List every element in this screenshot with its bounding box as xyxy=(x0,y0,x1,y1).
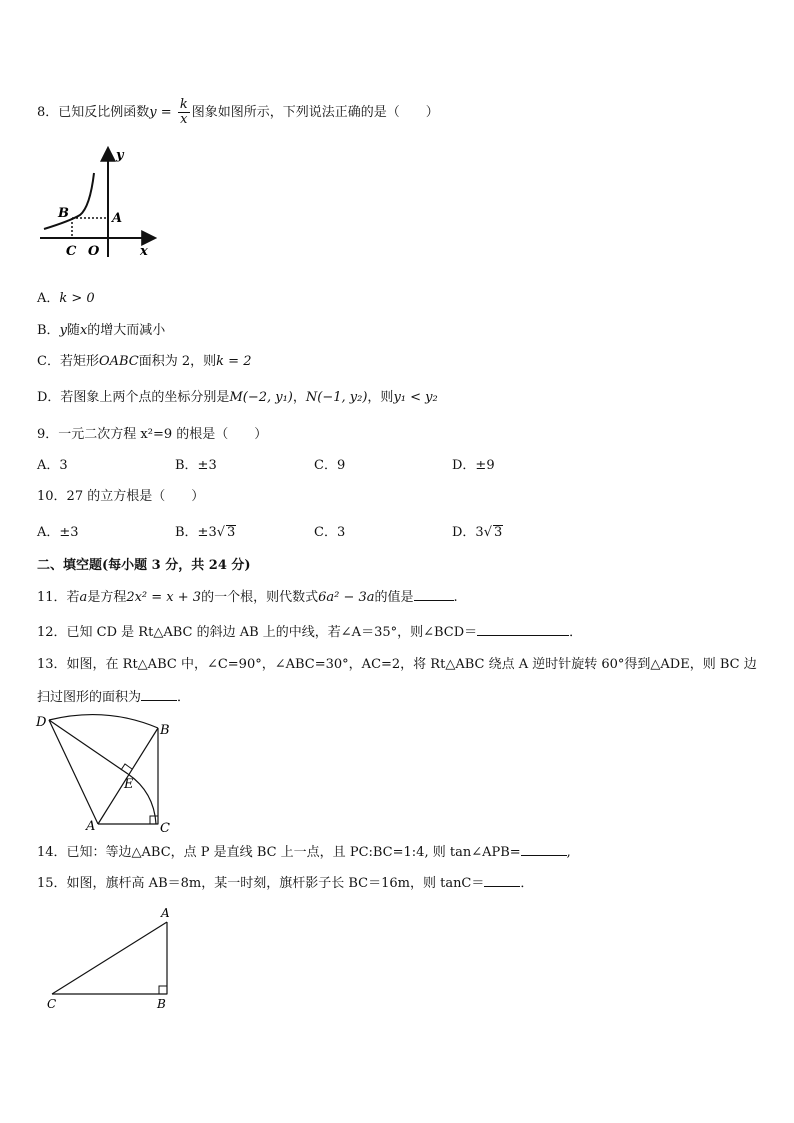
q8-option-d[interactable]: D．若图象上两个点的坐标分别是M(−2, y₁)，N(−1, y₂)，则y₁ < y₂ xyxy=(37,390,438,405)
fig-label-x: x xyxy=(140,244,148,259)
q9-stem: 9．一元二次方程 x²=9 的根是（ ） xyxy=(37,427,268,442)
q13-rotation-figure xyxy=(36,712,176,834)
q15-flagpole-figure xyxy=(44,905,184,1015)
q8-option-a[interactable]: A．k > 0 xyxy=(37,291,95,306)
q14-stem: 14．已知：等边△ABC，点 P 是直线 BC 上一点，且 PC:BC=1:4, 则 tan∠APB= , xyxy=(37,845,571,860)
fig-label-d: D xyxy=(36,715,47,730)
q13-stem-line2: 扫过图形的面积为 ． xyxy=(37,690,191,705)
q9-option-a[interactable]: A．3 xyxy=(37,458,68,473)
answer-blank[interactable] xyxy=(414,588,454,601)
q13-stem-line1: 13．如图，在 Rt△ABC 中，∠C=90°，∠ABC=30°，AC=2，将 Rt△ABC 绕点 A 逆时针旋转 60°得到△ADE，则 BC 边 xyxy=(37,657,757,672)
section-fill-in-header: 二、填空题(每小题 3 分，共 24 分) xyxy=(37,558,251,573)
fig-label-c: C xyxy=(160,821,170,836)
seg-da xyxy=(49,720,98,824)
q8-option-c[interactable]: C．若矩形OABC面积为 2，则k = 2 xyxy=(37,354,252,369)
right-angle-c xyxy=(150,816,158,824)
q15-stem: 15．如图，旗杆高 AB＝8m，某一时刻，旗杆影子长 BC＝16m，则 tanC＝ ． xyxy=(37,876,534,891)
answer-blank[interactable] xyxy=(477,623,569,636)
fig-label-e: E xyxy=(124,777,134,792)
answer-blank[interactable] xyxy=(484,874,520,887)
seg-ca xyxy=(52,922,167,994)
fig-label-c: C xyxy=(47,997,57,1011)
hyperbola-curve xyxy=(44,173,94,229)
q10-stem: 10．27 的立方根是（ ） xyxy=(37,489,205,504)
fig-label-a: A xyxy=(112,211,123,226)
arc-db xyxy=(49,715,158,728)
q9-option-d[interactable]: D．±9 xyxy=(452,458,495,473)
q9-option-b[interactable]: B．±3 xyxy=(175,458,217,473)
q8-hyperbola-figure xyxy=(36,145,166,260)
seg-db xyxy=(49,720,158,728)
q10-option-c[interactable]: C．3 xyxy=(314,525,346,540)
answer-blank[interactable] xyxy=(141,688,177,701)
q8-option-b[interactable]: B．y随x的增大而减小 xyxy=(37,323,166,338)
fig-label-b: B xyxy=(157,997,166,1011)
fig-label-a: A xyxy=(86,819,96,834)
q10-option-a[interactable]: A．±3 xyxy=(37,525,79,540)
answer-blank[interactable] xyxy=(521,843,567,856)
fraction-k-over-x: $\frac{k}{x}$ xyxy=(179,97,188,127)
seg-de xyxy=(49,720,128,774)
fig-label-b: B xyxy=(58,206,69,221)
q10-option-b[interactable]: B．±3√ 3 xyxy=(175,525,236,540)
fig-label-c: C xyxy=(66,244,77,259)
fig-label-a: A xyxy=(161,906,170,920)
right-angle-b xyxy=(159,986,167,994)
q10-option-d[interactable]: D．3√ 3 xyxy=(452,525,503,540)
q12-stem: 12．已知 CD 是 Rt△ABC 的斜边 AB 上的中线，若∠A＝35°，则∠BCD＝ ． xyxy=(37,625,583,640)
fig-label-b: B xyxy=(160,723,170,738)
sqrt-sign: √ xyxy=(483,525,492,540)
right-angle-e xyxy=(121,764,132,770)
fig-label-y: y xyxy=(116,148,124,163)
q11-stem: 11．若a是方程2x² = x + 3的一个根，则代数式6a² − 3a的值是 . xyxy=(37,590,458,605)
seg-ab xyxy=(98,728,158,824)
q8-stem: 8．已知反比例函数y = $\frac{k}{x}$ 图象如图所示，下列说法正确的是（ ） xyxy=(37,97,439,127)
fig-label-o: O xyxy=(88,244,100,259)
q9-option-c[interactable]: C．9 xyxy=(314,458,346,473)
sqrt-sign: √ xyxy=(216,525,226,540)
